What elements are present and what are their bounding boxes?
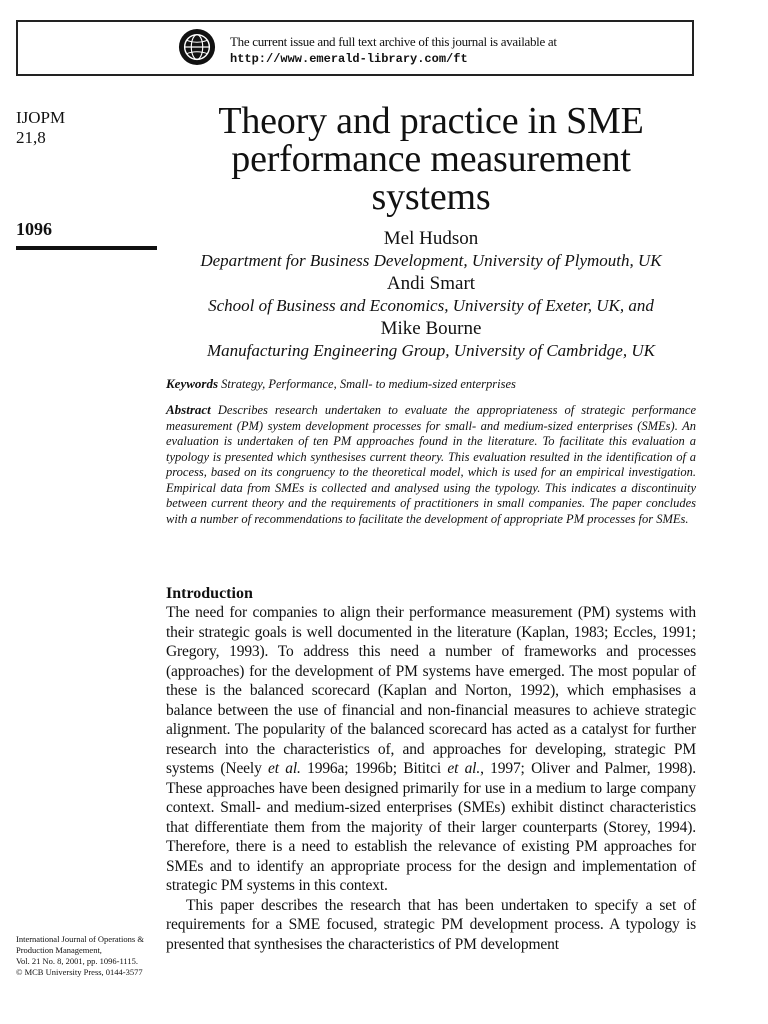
abstract	[166, 402, 696, 527]
abstract-text: Describes research undertaken to evaluate the appropriateness of strategic performance measurement (PM) system development processes for small- and medium-sized enterprises (SMEs). An evaluation is undertaken of ten PM approaches found in the literature. To facilitate this evaluation a typology is presented which synthesises current theory. This evaluation resulted in the identification of a process, based on its congruency to the theoretical model, which is used for an empirical investigation. Empirical data from SMEs is collected and analysed using the typology. This indicates a discontinuity between current theory and the requirements of practitioners in small companies. The paper concludes with a number of recommendations to facilitate the development of appropriate PM processes for SMEs.	[166, 403, 696, 526]
footer-journal-name: International Journal of Operations & Production Management,	[16, 934, 144, 955]
introduction-body	[166, 603, 696, 954]
banner-url-link[interactable]: http://www.emerald-library.com/ft	[230, 52, 468, 66]
author-name: Mike Bourne	[380, 318, 482, 339]
page-number: 1096	[16, 219, 52, 239]
keywords-label: Keywords	[166, 376, 218, 391]
introduction-paragraph	[166, 603, 696, 896]
footer-copyright: © MCB University Press, 0144-3577	[16, 967, 143, 977]
emerald-globe-logo-icon	[178, 28, 216, 66]
paragraph-text-italic: et al.	[268, 760, 301, 777]
page-number-rule	[16, 246, 157, 250]
banner-availability-text: The current issue and full text archive of this journal is available at	[230, 34, 557, 49]
paragraph-text: 1996a; 1996b; Bititci	[300, 760, 448, 777]
journal-code	[16, 108, 65, 148]
author-affiliation: School of Business and Economics, University of Exeter, UK, and	[208, 296, 654, 315]
paragraph-text: The need for companies to align their performance measurement (PM) systems with their strategic goals is well documented in the literature (Kaplan, 1983; Eccles, 1991; Gregory, 1993). To address this need a number of frameworks and processes (approaches) for the development of PM systems have emerged. The most popular of these is the balanced scorecard (Kaplan and Norton, 1992), which emphasises a balance between the use of financial and non-financial measures to achieve strategic alignment. The popularity of the balanced scorecard has acted as a catalyst for further research into the characteristics of, and approaches for developing, strategic PM systems (Neely	[166, 604, 696, 777]
author-affiliation: Manufacturing Engineering Group, University of Cambridge, UK	[207, 341, 655, 360]
abstract-label: Abstract	[166, 402, 211, 417]
author-name: Andi Smart	[386, 273, 476, 294]
author-affiliation: Department for Business Development, University of Plymouth, UK	[200, 251, 662, 270]
introduction-paragraph: This paper describes the research that has been undertaken to specify a set of requirements for a SME focused, strategic PM development process. A typology is presented that synthesises the characteristics of PM development	[166, 896, 696, 953]
article-title	[166, 102, 696, 216]
keywords	[166, 376, 696, 392]
title-line: performance measurement	[231, 138, 631, 180]
paragraph-text-italic: et al.	[447, 760, 481, 777]
journal-abbreviation: IJOPM	[16, 108, 66, 127]
volume-issue: 21,8	[16, 128, 46, 147]
journal-availability-banner	[16, 20, 694, 76]
footer-volume-pages: Vol. 21 No. 8, 2001, pp. 1096-1115.	[16, 956, 138, 966]
paragraph-text: , 1997; Oliver and Palmer, 1998). These approaches have been designed primarily for use in a medium to large company context. Small- and medium-sized enterprises (SMEs) exhibit distinct characteristics that differentiate them from the majority of their larger counterparts (Storey, 1994). Therefore, there is a need to establish the relevance of existing PM approaches for SMEs and to identify an appropriate process for the design and implementation of strategic PM systems in this context.	[166, 760, 697, 894]
section-heading-introduction: Introduction	[166, 585, 253, 602]
title-line: systems	[371, 176, 491, 218]
title-line: Theory and practice in SME	[218, 100, 644, 142]
author-name: Mel Hudson	[383, 228, 479, 249]
keywords-text: Strategy, Performance, Small- to medium-sized enterprises	[221, 377, 516, 391]
citation-footer	[16, 934, 161, 978]
